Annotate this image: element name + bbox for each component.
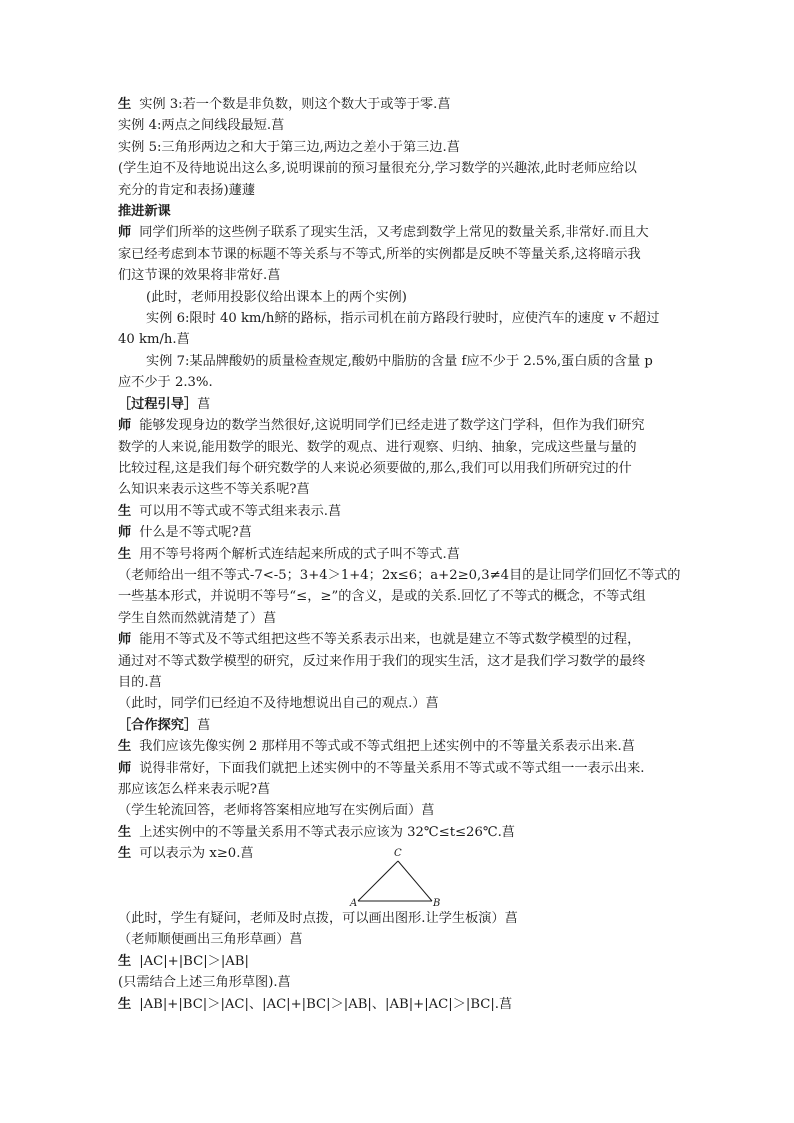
text-line [118,244,678,265]
triangle-label-c: C [394,848,402,859]
line-text: 学生自然而然就清楚了）菖 [118,610,277,626]
triangle-side-ac [358,861,398,901]
line-text: 比较过程,这是我们每个研究数学的人来说必须要做的,那么,我们可以用我们所研究过的什 [118,460,632,476]
text-line [118,222,678,243]
text-line [118,758,678,779]
line-text: 能用不等式及不等式组把这些不等关系表示出来，也就是建立不等式数学模型的过程， [139,632,641,648]
speaker-label: 师 [118,632,132,648]
text-line [118,94,678,115]
text-line [118,137,678,158]
text-line [118,908,678,929]
text-line [118,308,678,329]
speaker-label: 师 [118,225,132,241]
line-text: 实例 3:若一个数是非负数，则这个数大于或等于零.菖 [139,97,451,112]
line-text: 40 km/h.菖 [118,332,190,348]
text-line [118,479,678,500]
text-line [118,201,678,222]
line-text: 说得非常好，下面我们就把上述实例中的不等量关系用不等式或不等式组一一表示出来. [139,760,645,776]
line-text: 菖 [197,717,211,733]
line-text: 那应该怎么样来表示呢?菖 [118,782,271,797]
speaker-label: 生 [118,546,132,562]
speaker-label: 师 [118,760,132,776]
text-line [118,544,678,565]
line-text: 实例 5:三角形两边之和大于第三边,两边之差小于第三边.菖 [118,139,460,155]
text-line [118,329,678,350]
speaker-label: 师 [118,525,132,541]
line-text: 一些基本形式，并说明不等号“≤，≥”的含义，是或的关系.回忆了不等式的概念，不等式组 [118,589,646,605]
document-body-after-figure [118,908,678,1015]
speaker-label: 师 [118,418,132,434]
line-text: 可以用不等式或不等式组来表示.菖 [139,503,342,519]
text-line [118,394,678,415]
line-text: 么知识来表示这些不等关系呢?菖 [118,482,310,498]
text-line [118,158,678,179]
line-text: 可以表示为 x≥0.菖 [139,846,254,862]
line-text: 们这节课的效果将非常好.菖 [118,268,281,284]
text-line [118,437,678,458]
line-text: （此时，同学们已经迫不及待地想说出自己的观点.）菖 [118,696,439,712]
text-block-2 [118,908,678,1015]
triangle-side-bc [398,861,432,901]
text-line [118,351,678,372]
line-text: （老师给出一组不等式-7<-5；3+4＞1+4；2x≤6；a+2≥0,3≠4目的是让同学们回忆不等式的 [118,567,681,583]
text-block-1 [118,94,681,865]
text-line [118,951,678,972]
text-line [118,287,678,308]
text-line [118,522,678,543]
line-text: 实例 7:某品牌酸奶的质量检查规定,酸奶中脂肪的含量 f应不少于 2.5%,蛋白质的含量 p [146,353,653,369]
line-text: |AB|+|BC|＞|AC|、|AC|+|BC|＞|AB|、|AB|+|AC|＞|BC|.菖 [139,996,513,1012]
line-text: (学生迫不及待地说出这么多,说明课前的预习量很充分,学习数学的兴趣浓,此时老师应给以 [118,161,637,177]
text-line [118,929,678,950]
line-text: 能够发现身边的数学当然很好,这说明同学们已经走进了数学这门学科，但作为我们研究 [139,418,645,434]
triangle-label-a: A [350,898,358,908]
line-text: (只需结合上述三角形草图).菖 [118,975,291,991]
line-text: 什么是不等式呢?菖 [139,525,252,541]
speaker-label: 生 [118,503,132,519]
line-text: 菖 [197,396,211,412]
line-text: 用不等号将两个解析式连结起来所成的式子叫不等式.菖 [139,546,460,562]
line-text: 数学的人来说,能用数学的眼光、数学的观点、进行观察、归纳、抽象，完成这些量与量的 [118,439,637,455]
text-line [118,672,678,693]
line-text: 我们应该先像实例 2 那样用不等式或不等式组把上述实例中的不等量关系表示出来.菖 [139,739,635,755]
line-text: （老师顺便画出三角形草画）菖 [118,932,303,948]
document-body [118,94,681,865]
line-text: 上述实例中的不等量关系用不等式表示应该为 32℃≤t≤26℃.菖 [139,824,515,840]
line-text: （学生轮流回答，老师将答案相应地写在实例后面）菖 [118,803,435,819]
text-line [118,586,678,607]
text-line [118,779,678,800]
triangle-label-b: B [433,898,440,908]
speaker-label: 生 [118,846,132,862]
text-line [118,715,678,736]
text-line [118,180,678,201]
line-text: |AC|+|BC|＞|AB| [139,953,249,969]
section-heading: ［合作探究］ [118,717,198,733]
text-line [118,265,678,286]
line-text: 实例 4:两点之间线段最短.菖 [118,118,285,134]
line-text: 目的.菖 [118,674,162,690]
line-text: 通过对不等式数学模型的研究，反过来作用于我们的现实生活，这才是我们学习数学的最终 [118,653,646,669]
section-heading: 推进新课 [118,204,171,220]
speaker-label: 生 [118,824,132,840]
speaker-label: 生 [118,996,132,1012]
line-text: 实例 6:限时 40 km/h鲚的路标，指示司机在前方路段行驶时，应使汽车的速度 v 不超过 [146,311,660,327]
text-line [118,415,678,436]
line-text: （此时，学生有疑问，老师及时点拨，可以画出图形.让学生板演）菖 [118,911,518,926]
text-line [118,608,678,629]
speaker-label: 生 [118,97,132,112]
text-line [118,822,678,843]
text-line [118,994,678,1015]
text-line [118,501,678,522]
text-line [118,693,678,714]
text-line [118,565,681,586]
speaker-label: 生 [118,953,132,969]
speaker-label: 生 [118,739,132,755]
text-line [118,372,678,393]
line-text: (此时，老师用投影仪给出课本上的两个实例) [146,289,407,305]
text-line [118,736,678,757]
line-text: 应不少于 2.3%. [118,375,213,391]
line-text: 家已经考虑到本节课的标题不等关系与不等式,所举的实例都是反映不等量关系,这将暗示我 [118,246,641,262]
section-heading: ［过程引导］ [118,396,198,412]
text-line [118,115,678,136]
line-text: 充分的肯定和表扬)蘧蘧 [118,182,256,198]
text-line [118,972,678,993]
text-line [118,458,678,479]
line-text: 同学们所举的这些例子联系了现实生活，又考虑到数学上常见的数量关系,非常好.而且大 [139,225,649,241]
text-line [118,800,678,821]
text-line [118,651,678,672]
text-line [118,629,678,650]
triangle-figure [340,846,440,908]
